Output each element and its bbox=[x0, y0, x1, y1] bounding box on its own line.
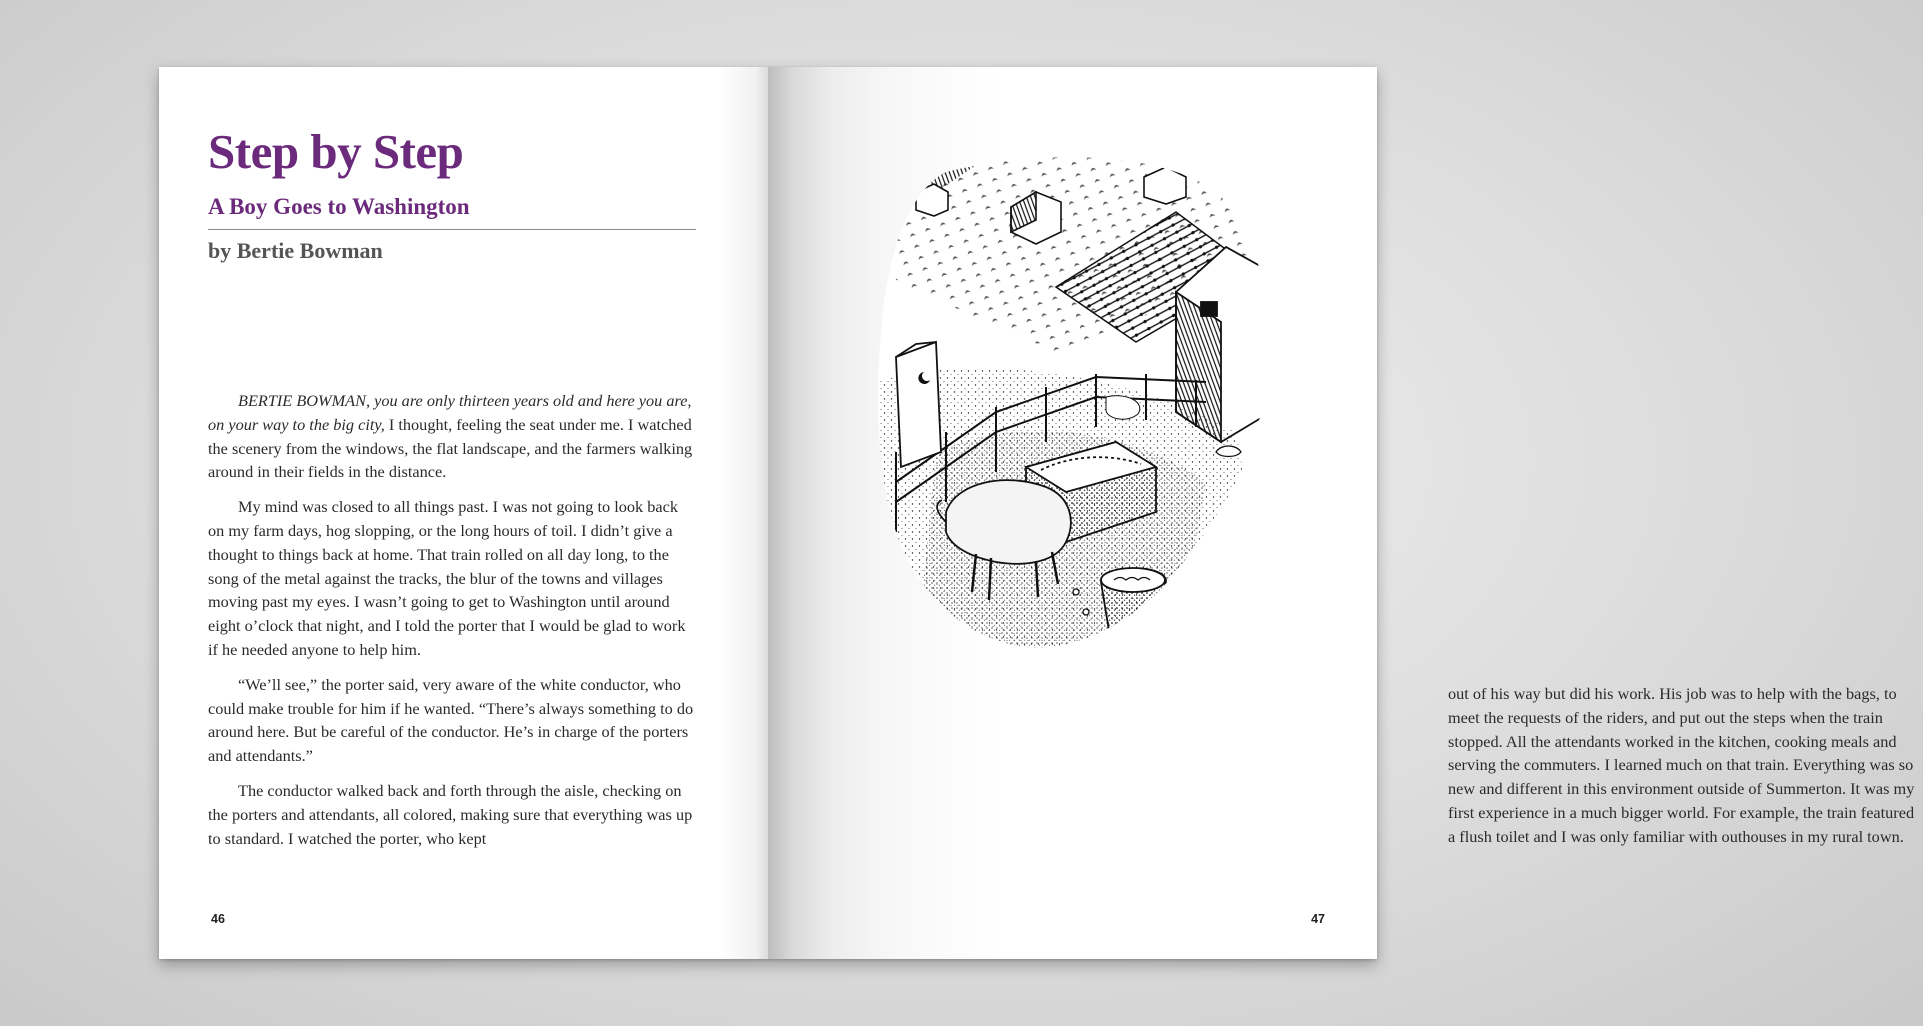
farm-illustration bbox=[876, 152, 1276, 657]
paragraph bbox=[208, 389, 696, 484]
paragraph: The conductor walked back and forth through the aisle, checking on the porters and attendants, all colored, making sure that everything was up to standard. I watched the porter, who kept bbox=[208, 780, 693, 848]
book-spread bbox=[159, 67, 1915, 959]
author-byline: by Bertie Bowman bbox=[208, 238, 383, 263]
right-page bbox=[768, 67, 1915, 959]
italic-lead: BERTIE BOWMAN, you are only thirteen years old and here you are, on your way to the big city, bbox=[208, 391, 692, 434]
page-number-right: 47 bbox=[1311, 912, 1325, 926]
right-body-text bbox=[1448, 682, 1923, 849]
title-divider bbox=[208, 229, 696, 230]
chapter-title: Step by Step bbox=[208, 124, 464, 179]
page-number-left: 46 bbox=[211, 912, 225, 926]
paragraph-text: I thought, feeling the seat under me. I watched the scenery from the windows, the flat landscape, and the farmers walking around in their fields in the distance. bbox=[208, 414, 693, 482]
paragraph: My mind was closed to all things past. I was not going to look back on my farm days, hog slopping, or the long hours of toil. I didn’t give a thought to things back at home. That train rolled on all day long, to the song of the metal against the tracks, the blur of the towns and villages moving past my eyes. I wasn’t going to get to Washington until around eight o’clock that night, and I told the porter that I would be glad to work if he needed anyone to help him. bbox=[208, 497, 686, 659]
paragraph: “We’ll see,” the porter said, very aware of the white conductor, who could make trouble for him if he wanted. “There’s always something to do around here. But be careful of the conductor. He’s in charge of the porters and attendants.” bbox=[208, 674, 694, 766]
paragraph: out of his way but did his work. His job was to help with the bags, to meet the requests of the riders, and put out the steps when the train stopped. All the attendants worked in the kitchen, cooking meals and serving the commuters. I learned much on that train. Everything was so new and different in this environment outside of Summerton. It was my first experience in a much bigger world. For example, the train featured a flush toilet and I was only familiar with outhouses in my rural town. bbox=[1448, 684, 1915, 846]
chapter-subtitle: A Boy Goes to Washington bbox=[208, 194, 470, 219]
left-body-text bbox=[208, 389, 696, 861]
left-page bbox=[159, 67, 768, 959]
